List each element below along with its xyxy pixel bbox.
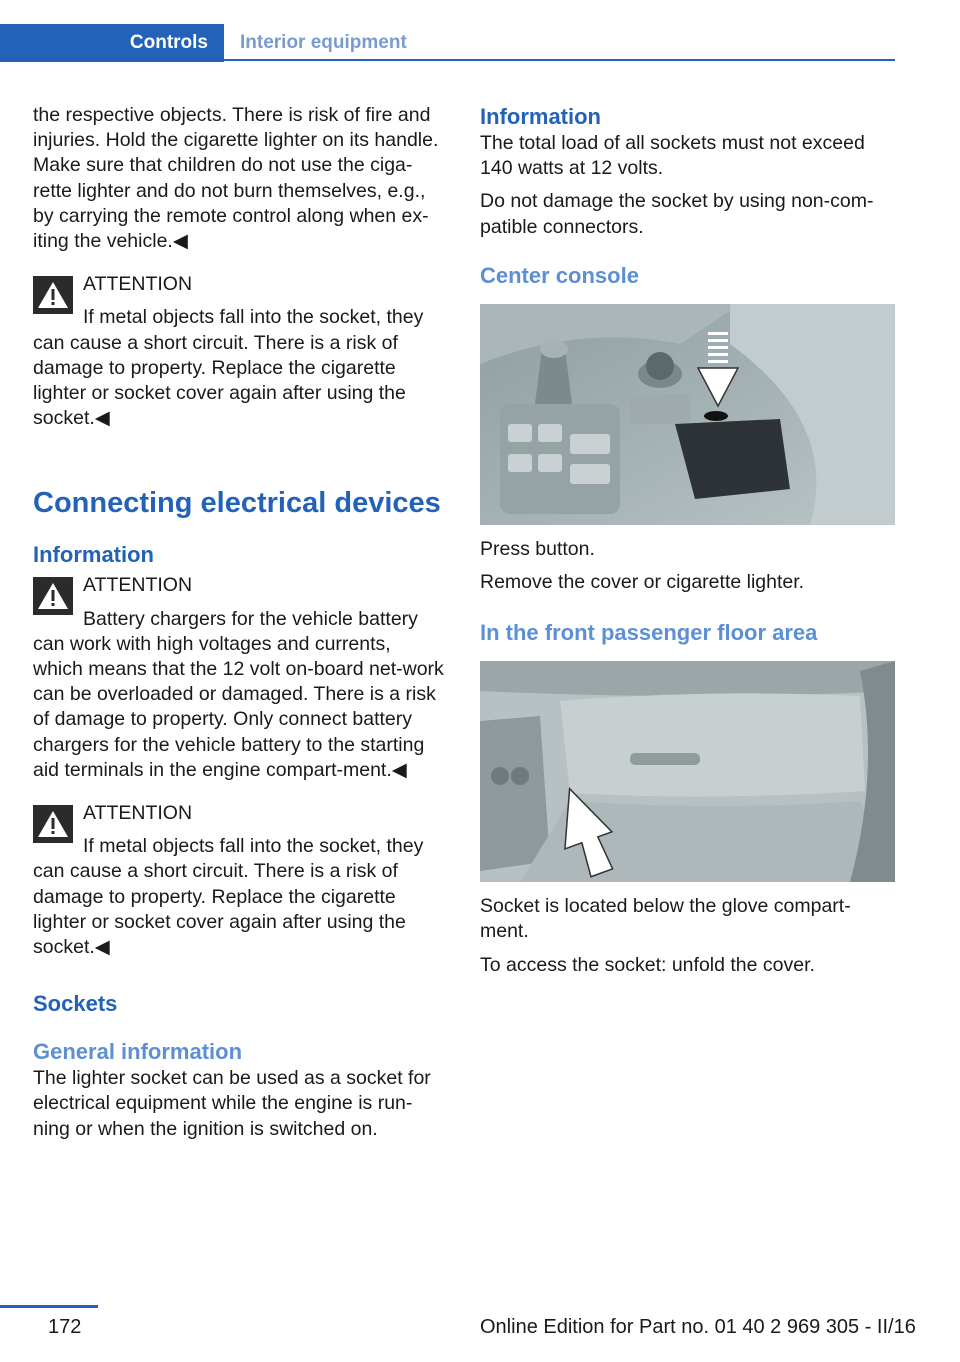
header-divider	[224, 59, 895, 61]
center-console-heading: Center console	[480, 262, 639, 288]
attention-text: If metal objects fall into the socket, they can cause a short circuit. There is a risk of damage to property. Replace the cigarette lighter or socket cover again after using the socket.◀	[33, 306, 424, 430]
continued-paragraph: the respective objects. There is risk of fire and injuries. Hold the cigarette lighter on its handle. Make sure that children do not use the ciga‐rette lighter and do not burn themselves, e.g., by carrying the remote control along when ex‐iting the vehicle.◀	[33, 104, 439, 253]
right-column	[480, 103, 895, 978]
warning-triangle-icon	[33, 805, 73, 843]
tab-controls[interactable]: Controls	[0, 24, 224, 62]
socket-location-text: Socket is located below the glove compart‐ment.	[480, 895, 851, 943]
tab-interior-equipment[interactable]: Interior equipment	[240, 32, 407, 53]
attention-block-2	[33, 573, 445, 783]
center-console-photo	[480, 304, 895, 525]
remove-cover-text: Remove the cover or cigarette lighter.	[480, 571, 805, 594]
press-button-text: Press button.	[480, 537, 595, 560]
edition-info: Online Edition for Part no. 01 40 2 969 305 - II/16	[480, 1316, 916, 1338]
attention-block-1	[33, 272, 445, 431]
warning-triangle-icon	[33, 577, 73, 615]
attention-label: ATTENTION	[83, 802, 193, 825]
warning-triangle-icon	[33, 276, 73, 314]
section-heading: Connecting electrical devices	[33, 487, 441, 520]
general-info-paragraph: The lighter socket can be used as a socket for electrical equipment while the engine is run‐ning or when the ignition is switched on.	[33, 1067, 431, 1140]
attention-label: ATTENTION	[83, 574, 193, 597]
attention-label: ATTENTION	[83, 273, 193, 296]
front-passenger-floor-photo	[480, 661, 895, 882]
footer-divider	[0, 1305, 98, 1308]
left-column	[33, 103, 445, 1142]
access-socket-text: To access the socket: unfold the cover.	[480, 953, 815, 976]
front-passenger-heading: In the front passenger floor area	[480, 620, 818, 646]
attention-text: Battery chargers for the vehicle battery can work with high voltages and currents, which means that the 12 volt on-board net‐work can be overloaded or damaged. There is a risk of damage to property. Only connect battery chargers for the vehicle battery to the starting aid terminals in the engine compart‐ment.◀	[33, 607, 444, 781]
sockets-heading: Sockets	[33, 991, 118, 1017]
page-number: 172	[48, 1316, 82, 1338]
page-header	[0, 24, 895, 62]
attention-text: If metal objects fall into the socket, they can cause a short circuit. There is a risk of damage to property. Replace the cigarette lighter or socket cover again after using the socket.◀	[33, 835, 424, 959]
general-info-heading: General information	[33, 1039, 243, 1065]
load-paragraph: The total load of all sockets must not exceed 140 watts at 12 volts.	[480, 132, 865, 180]
info-heading: Information	[33, 542, 154, 568]
attention-block-3	[33, 801, 445, 960]
info-heading: Information	[480, 104, 601, 129]
damage-paragraph: Do not damage the socket by using non-com‐patible connectors.	[480, 190, 874, 238]
